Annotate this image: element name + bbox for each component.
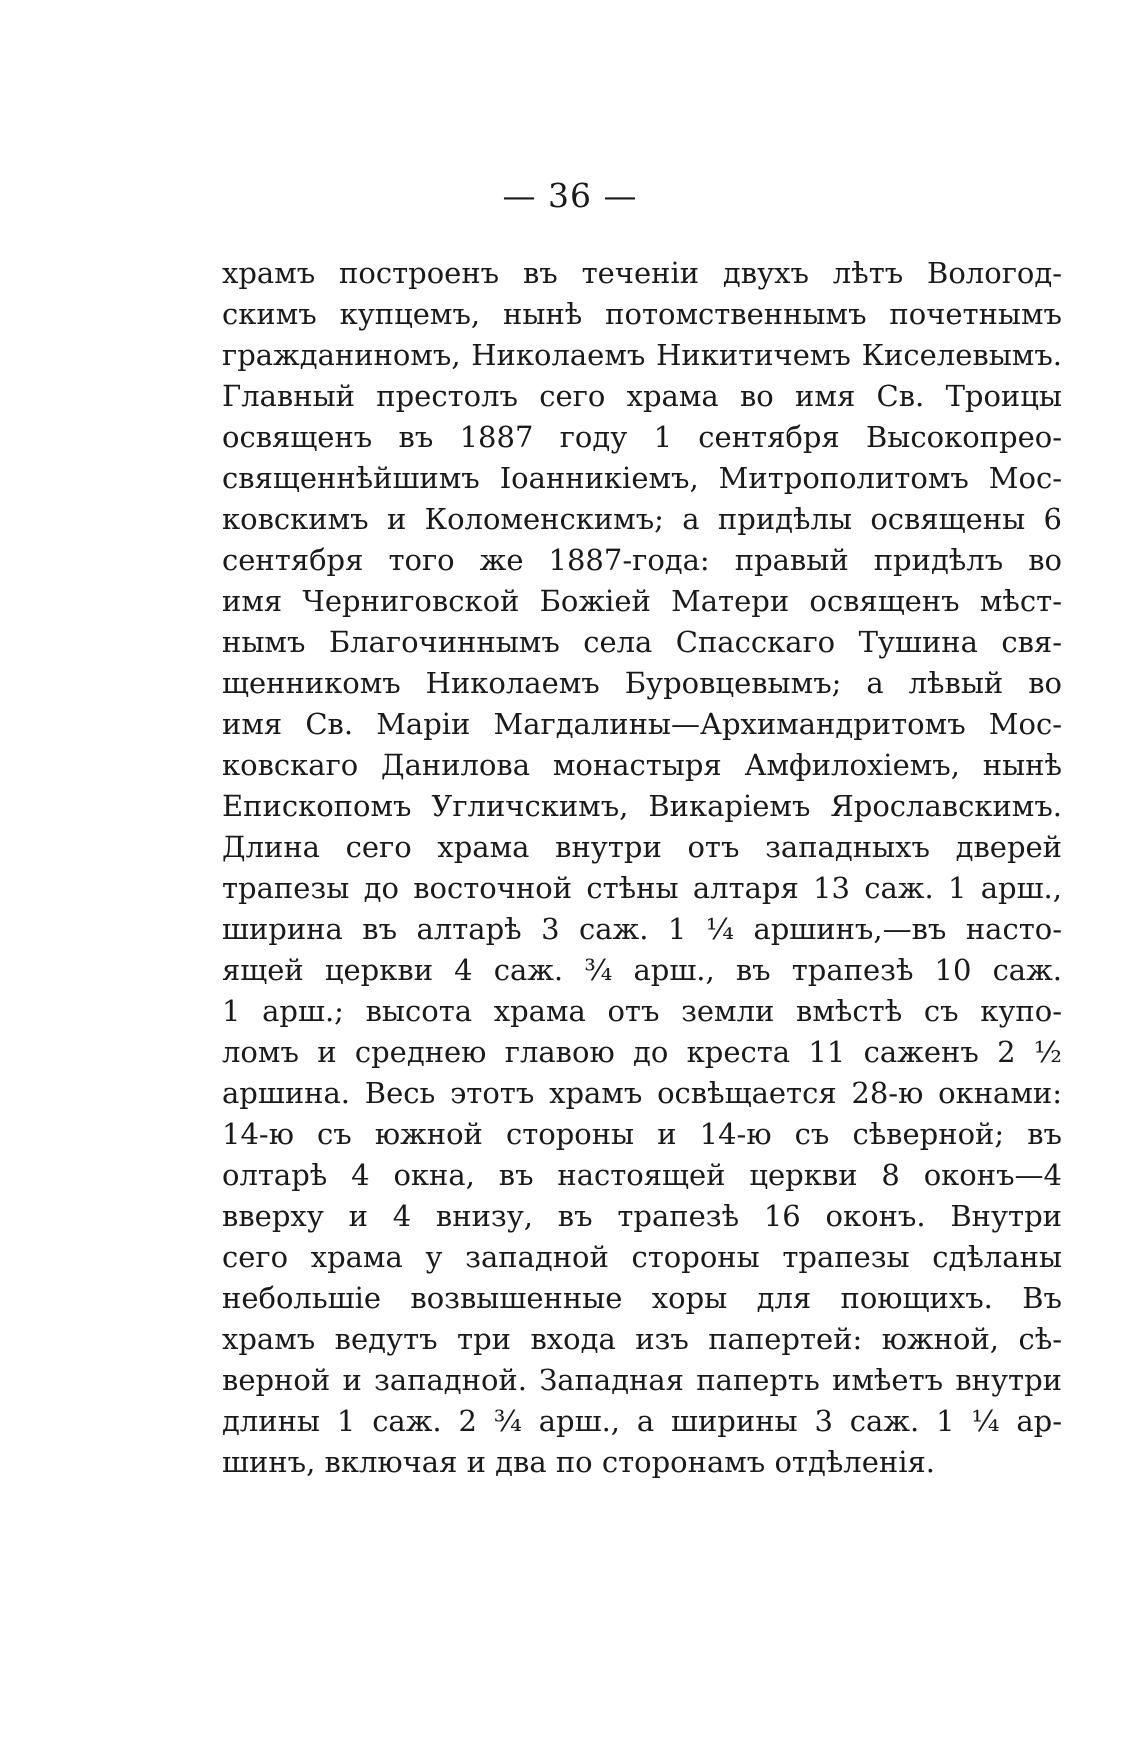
text-line: имя Черниговской Божіей Матери освященъ мѣст- xyxy=(222,584,1062,618)
text-line: щенникомъ Николаемъ Буровцевымъ; а лѣвый во xyxy=(222,666,1062,700)
text-line: гражданиномъ, Николаемъ Никитичемъ Киселевымъ. xyxy=(222,338,1062,372)
text-line: освященъ въ 1887 году 1 сентября Высокопрео- xyxy=(222,420,1062,454)
text-line: храмъ построенъ въ теченіи двухъ лѣтъ Вологод- xyxy=(222,256,1062,290)
text-line: сентября того же 1887-года: правый придѣлъ во xyxy=(222,543,1062,577)
text-line: ковскимъ и Коломенскимъ; а придѣлы освящены 6 xyxy=(222,502,1062,536)
text-line: сего храма у западной стороны трапезы сдѣланы xyxy=(222,1240,1062,1274)
page-number: — 36 — xyxy=(502,176,638,215)
text-line: трапезы до восточной стѣны алтаря 13 саж. 1 арш., xyxy=(222,871,1062,905)
text-line: аршина. Весь этотъ храмъ освѣщается 28-ю окнами: xyxy=(222,1076,1062,1110)
body-text xyxy=(222,253,1062,1483)
text-line: Длина сего храма внутри отъ западныхъ дверей xyxy=(222,830,1062,864)
text-line: Главный престолъ сего храма во имя Св. Троицы xyxy=(222,379,1062,413)
text-line: ломъ и среднею главою до креста 11 саженъ 2 ½ xyxy=(222,1035,1062,1069)
text-line: священнѣйшимъ Іоанникіемъ, Митрополитомъ Мос- xyxy=(222,461,1062,495)
text-line: небольшіе возвышенные хоры для поющихъ. Въ xyxy=(222,1281,1062,1315)
text-line: Епископомъ Угличскимъ, Викаріемъ Ярославскимъ. xyxy=(222,789,1062,823)
text-line: олтарѣ 4 окна, въ настоящей церкви 8 оконъ—4 xyxy=(222,1158,1062,1192)
text-line: верной и западной. Западная паперть имѣетъ внутри xyxy=(222,1363,1062,1397)
text-line: имя Св. Маріи Магдалины—Архимандритомъ Мос- xyxy=(222,707,1062,741)
text-line: длины 1 саж. 2 ¾ арш., а ширины 3 саж. 1 ¼ ар- xyxy=(222,1404,1062,1438)
text-line: скимъ купцемъ, нынѣ потомственнымъ почетнымъ xyxy=(222,297,1062,331)
text-line: храмъ ведутъ три входа изъ папертей: южной, сѣ- xyxy=(222,1322,1062,1356)
text-line: 14-ю съ южной стороны и 14-ю съ сѣверной; въ xyxy=(222,1117,1062,1151)
text-line: ящей церкви 4 саж. ¾ арш., въ трапезѣ 10 саж. xyxy=(222,953,1062,987)
text-line: шинъ, включая и два по сторонамъ отдѣленія. xyxy=(222,1445,936,1479)
text-line: 1 арш.; высота храма отъ земли вмѣстѣ съ купо- xyxy=(222,994,1062,1028)
text-line: ковскаго Данилова монастыря Амфилохіемъ, нынѣ xyxy=(222,748,1062,782)
text-line: вверху и 4 внизу, въ трапезѣ 16 оконъ. Внутри xyxy=(222,1199,1062,1233)
text-line: ширина въ алтарѣ 3 саж. 1 ¼ аршинъ,—въ насто- xyxy=(222,912,1062,946)
text-line: нымъ Благочиннымъ села Спасскаго Тушина свя- xyxy=(222,625,1062,659)
